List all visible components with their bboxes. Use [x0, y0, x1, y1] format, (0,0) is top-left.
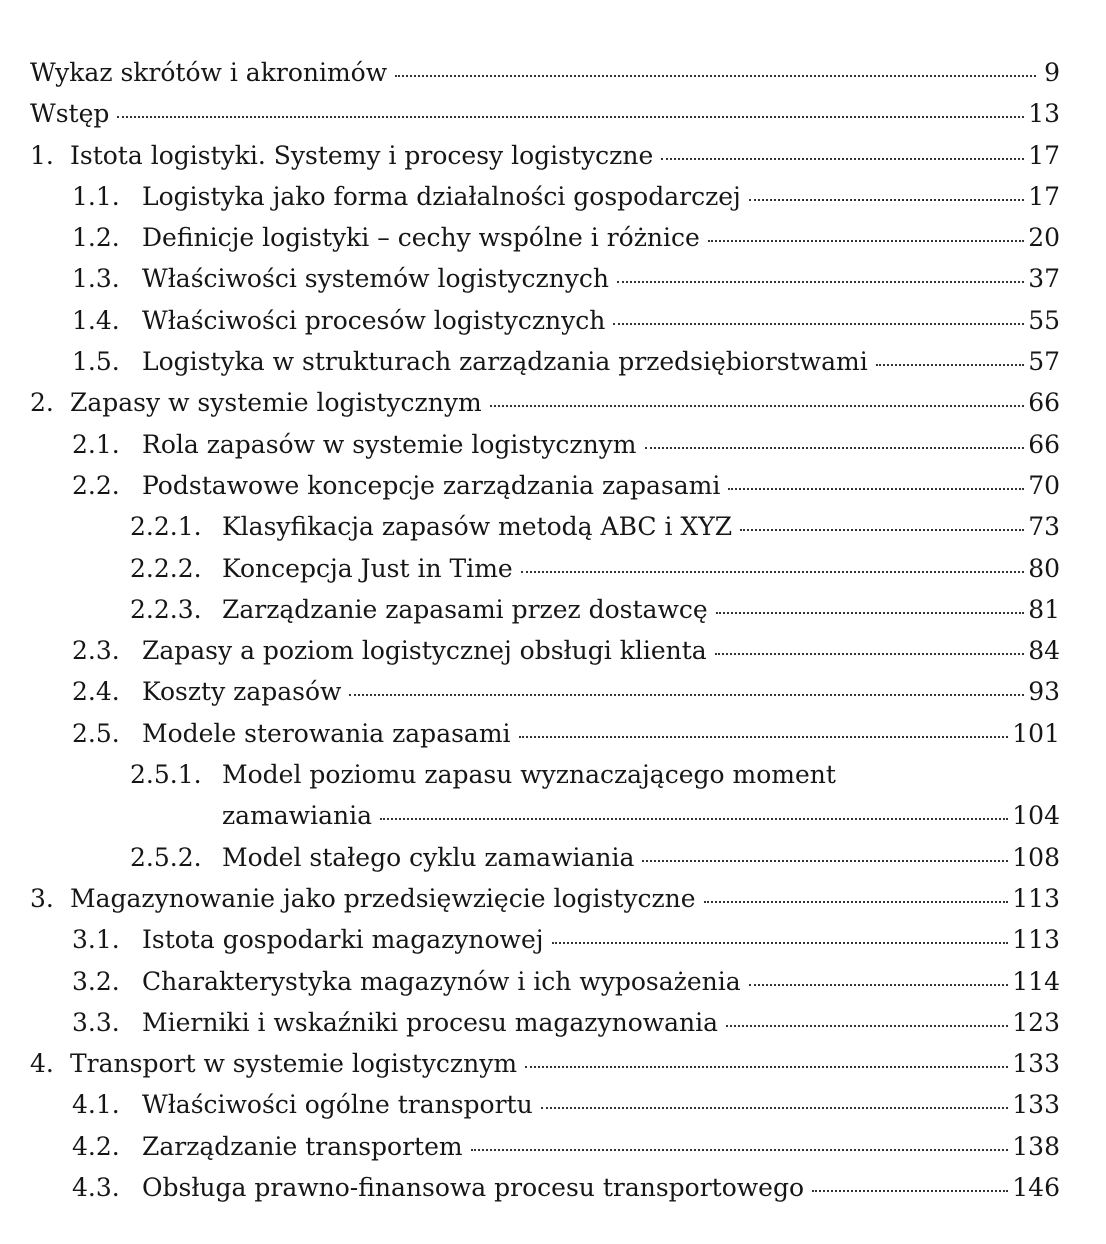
toc-entry-page: 57 — [1028, 347, 1060, 377]
toc-entry-number: 2.5.2. — [130, 842, 202, 872]
toc-entry-page: 66 — [1028, 388, 1060, 418]
toc-entry — [30, 382, 1060, 423]
toc-entry — [30, 1084, 1060, 1125]
toc-entry — [30, 754, 1060, 837]
toc-entry-title: Modele sterowania zapasami — [142, 718, 511, 748]
toc-entry — [30, 548, 1060, 589]
toc-entry-number: 3.3. — [72, 1007, 120, 1037]
dot-leader — [708, 239, 1024, 242]
dot-leader — [541, 1106, 1009, 1109]
toc-entry-number: 2.2.3. — [130, 594, 202, 624]
toc-entry-page: 101 — [1012, 718, 1060, 748]
toc-entry-title: Logistyka w strukturach zarządzania przedsiębiorstwami — [142, 347, 868, 377]
toc-entry-second-line — [130, 795, 1060, 836]
toc-entry-title: Rola zapasów w systemie logistycznym — [142, 429, 637, 459]
dot-leader — [740, 528, 1024, 531]
toc-entry — [30, 465, 1060, 506]
toc-entry-page: 9 — [1044, 58, 1060, 87]
toc-entry — [30, 589, 1060, 630]
toc-entry-number: 2. — [30, 388, 54, 418]
dot-leader — [552, 941, 1009, 944]
toc-entry-page: 84 — [1028, 636, 1060, 666]
toc-entry-title: Model stałego cyklu zamawiania — [222, 842, 635, 872]
toc-entry — [30, 52, 1060, 93]
toc-entry-title: Logistyka jako forma działalności gospodarczej — [142, 181, 741, 211]
toc-entry-page: 81 — [1028, 594, 1060, 624]
toc-entry — [30, 1126, 1060, 1167]
toc-entry-title: Charakterystyka magazynów i ich wyposażenia — [142, 966, 741, 996]
toc-entry-number: 3. — [30, 883, 54, 913]
toc-entry-number: 2.5. — [72, 718, 120, 748]
toc-entry — [30, 135, 1060, 176]
toc-entry-title: Podstawowe koncepcje zarządzania zapasami — [142, 470, 721, 500]
dot-leader — [525, 1065, 1008, 1068]
toc-entry-page: 80 — [1028, 553, 1060, 583]
dot-leader — [715, 652, 1024, 655]
dot-leader — [471, 1148, 1009, 1151]
toc-entry-title: Istota gospodarki magazynowej — [142, 925, 544, 955]
toc-entry — [30, 713, 1060, 754]
toc-entry-page: 20 — [1028, 223, 1060, 253]
toc-entry — [30, 258, 1060, 299]
toc-entry — [30, 837, 1060, 878]
toc-entry-page: 17 — [1028, 181, 1060, 211]
toc-entry — [30, 341, 1060, 382]
dot-leader — [490, 404, 1025, 407]
toc-entry-number: 1.3. — [72, 264, 120, 294]
toc-entry-page: 73 — [1028, 512, 1060, 542]
toc-entry-title: Wykaz skrótów i akronimów — [30, 58, 388, 87]
dot-leader — [661, 157, 1024, 160]
dot-leader — [349, 693, 1024, 696]
dot-leader — [613, 322, 1024, 325]
toc-entry-title: Koncepcja Just in Time — [222, 553, 513, 583]
dot-leader — [876, 363, 1025, 366]
dot-leader — [749, 983, 1009, 986]
toc-entry-number: 2.5.1. — [130, 760, 202, 790]
toc-entry-number: 1. — [30, 140, 54, 170]
toc-entry-page: 113 — [1012, 925, 1060, 955]
dot-leader — [726, 1024, 1008, 1027]
dot-leader — [749, 198, 1024, 201]
toc-entry-page: 108 — [1012, 842, 1060, 872]
toc-entry-page: 138 — [1012, 1131, 1060, 1161]
toc-entry-title: Koszty zapasów — [142, 677, 342, 707]
toc-entry-number: 2.2. — [72, 470, 120, 500]
toc-entry — [30, 300, 1060, 341]
toc-entry-page: 133 — [1012, 1049, 1060, 1079]
toc-entry — [30, 1043, 1060, 1084]
dot-leader — [716, 611, 1025, 614]
toc-entry-number: 1.4. — [72, 305, 120, 335]
dot-leader — [728, 487, 1024, 490]
toc-entry-title: Definicje logistyki – cechy wspólne i różnice — [142, 223, 700, 253]
toc-entry-title: Właściwości ogólne transportu — [142, 1090, 533, 1120]
toc-entry-title: Wstęp — [30, 99, 110, 129]
toc-entry-title: Właściwości procesów logistycznych — [142, 305, 606, 335]
toc-entry — [30, 919, 1060, 960]
toc-entry-number: 4.3. — [72, 1173, 120, 1203]
toc-entry — [30, 671, 1060, 712]
table-of-contents — [30, 52, 1060, 1208]
toc-entry-page: 70 — [1028, 470, 1060, 500]
dot-leader — [642, 859, 1008, 862]
toc-entry-number: 1.2. — [72, 223, 120, 253]
toc-entry — [30, 176, 1060, 217]
toc-entry-page: 123 — [1012, 1007, 1060, 1037]
toc-entry-page: 114 — [1012, 966, 1060, 996]
toc-entry-page: 17 — [1028, 140, 1060, 170]
toc-entry-title: Zapasy w systemie logistycznym — [70, 388, 482, 418]
dot-leader — [704, 900, 1009, 903]
toc-entry-number: 2.3. — [72, 636, 120, 666]
toc-entry-number: 3.2. — [72, 966, 120, 996]
toc-entry-page: 55 — [1028, 305, 1060, 335]
toc-entry — [30, 93, 1060, 134]
dot-leader — [380, 817, 1008, 820]
toc-entry — [30, 424, 1060, 465]
toc-entry-number: 2.1. — [72, 429, 120, 459]
toc-entry-number: 4.1. — [72, 1090, 120, 1120]
toc-entry-title: Mierniki i wskaźniki procesu magazynowania — [142, 1007, 719, 1037]
dot-leader — [521, 570, 1024, 573]
dot-leader — [117, 115, 1024, 118]
toc-entry-number: 1.1. — [72, 181, 120, 211]
toc-entry — [30, 506, 1060, 547]
toc-entry-title: Właściwości systemów logistycznych — [142, 264, 610, 294]
toc-entry-number: 2.2.1. — [130, 512, 202, 542]
toc-entry — [30, 217, 1060, 258]
toc-entry-number: 1.5. — [72, 347, 120, 377]
toc-entry — [30, 878, 1060, 919]
toc-entry — [30, 1002, 1060, 1043]
toc-entry-title: Zapasy a poziom logistycznej obsługi klienta — [142, 636, 707, 666]
toc-entry-number: 2.2.2. — [130, 553, 202, 583]
toc-entry-page: 93 — [1028, 677, 1060, 707]
toc-entry — [30, 630, 1060, 671]
toc-entry-first-line — [130, 754, 1060, 795]
toc-entry-title: Transport w systemie logistycznym — [70, 1049, 518, 1079]
toc-entry-title: Klasyfikacja zapasów metodą ABC i XYZ — [222, 512, 733, 542]
toc-entry-title-continued: zamawiania — [222, 801, 372, 831]
toc-entry-title: Magazynowanie jako przedsięwzięcie logistyczne — [70, 883, 696, 913]
toc-entry-number: 4. — [30, 1049, 54, 1079]
toc-entry-page: 133 — [1012, 1090, 1060, 1120]
toc-entry-title: Zarządzanie zapasami przez dostawcę — [222, 594, 708, 624]
dot-leader — [519, 735, 1009, 738]
toc-entry-page: 113 — [1012, 883, 1060, 913]
toc-entry-title: Model poziomu zapasu wyznaczającego moment — [222, 760, 836, 790]
toc-entry — [30, 961, 1060, 1002]
toc-entry-number: 4.2. — [72, 1131, 120, 1161]
toc-entry-number: 2.4. — [72, 677, 120, 707]
dot-leader — [395, 74, 1036, 77]
toc-entry-page: 146 — [1012, 1173, 1060, 1203]
toc-entry-page: 13 — [1028, 99, 1060, 129]
toc-entry-page: 104 — [1012, 801, 1060, 831]
toc-entry — [30, 1167, 1060, 1208]
toc-entry-title: Obsługa prawno-finansowa procesu transportowego — [142, 1173, 805, 1203]
toc-entry-number: 3.1. — [72, 925, 120, 955]
toc-entry-page: 37 — [1028, 264, 1060, 294]
toc-entry-title: Zarządzanie transportem — [142, 1131, 463, 1161]
toc-entry-page: 66 — [1028, 429, 1060, 459]
dot-leader — [812, 1189, 1008, 1192]
dot-leader — [617, 280, 1024, 283]
toc-entry-title: Istota logistyki. Systemy i procesy logistyczne — [70, 140, 654, 170]
dot-leader — [645, 446, 1025, 449]
